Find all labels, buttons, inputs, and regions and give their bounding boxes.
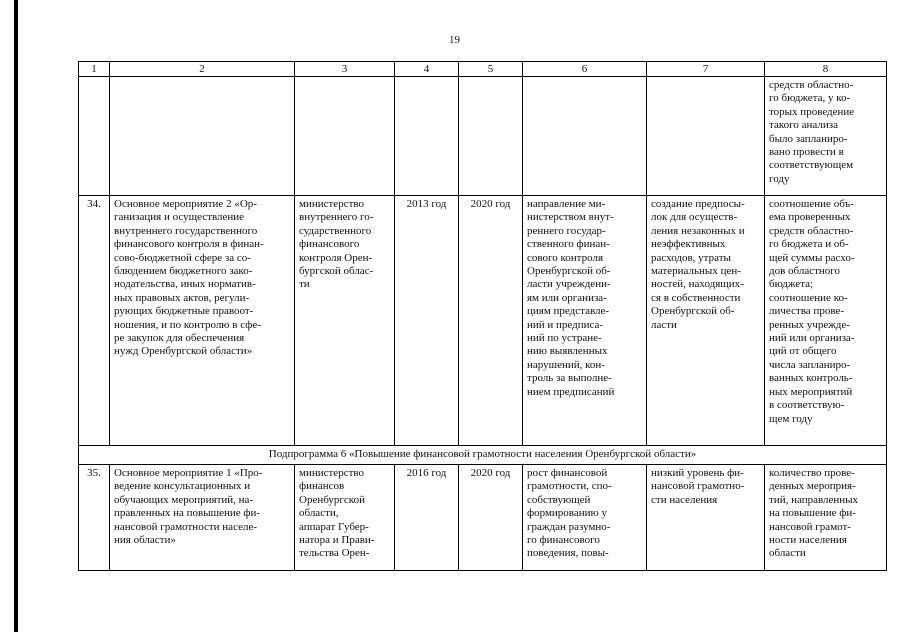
responsible-executor: министерство внутреннего го- сударственного финансового контроля Орен- бургской облас- ти [295, 196, 395, 446]
column-header-2: 2 [110, 62, 295, 77]
column-header-1: 1 [79, 62, 110, 77]
column-number-row [79, 62, 887, 77]
column-header-3: 3 [295, 62, 395, 77]
end-year: 2020 год [459, 465, 523, 571]
non-implementation-consequences: низкий уровень фи- нансовой грамотно- сти населения [647, 465, 765, 571]
continuation-indicator-text: средств областно- го бюджета, у ко- торых проведение такого анализа было запланиро- вано провести в соответствующем году [765, 77, 887, 196]
measure-name: Основное мероприятие 2 «Ор- ганизация и осуществление внутреннего государственного финансового контроля в финан- сово-бюджетной сфере за со- блюдением бюджетного зако- нодательства, иных норматив- ных правовых актов, регули- рующих бюджетные правоот- ношения, и по контролю в сфе- ре закупок для обеспечения нужд Оренбургской области» [110, 196, 295, 446]
table-row-34 [79, 196, 887, 446]
start-year: 2016 год [395, 465, 459, 571]
indicator-link: количество прове- денных мероприя- тий, направленных на повышение фи- нансовой грамот- ности населения области [765, 465, 887, 571]
expected-result: рост финансовой грамотности, спо- собствующей формированию у граждан разумно- го финансового поведения, повы- [523, 465, 647, 571]
column-header-5: 5 [459, 62, 523, 77]
binding-margin-bar [14, 0, 18, 632]
expected-result: направление ми- нистерством внут- реннего государ- ственного финан- сового контроля Оренбургской об- ласти учреждени- ям или организа- циям представле- ний и предписа- ний по устране- нию выявленных нарушений, кон- троль за выполне- нием предписаний [523, 196, 647, 446]
page-number: 19 [449, 34, 460, 46]
non-implementation-consequences: создание предпосы- лок для осуществ- ления незаконных и неэффективных расходов, утраты материальных цен- ностей, находящих- ся в собственности Оренбургской об- ласти [647, 196, 765, 446]
program-measures-table [78, 61, 887, 571]
measure-name: Основное мероприятие 1 «Про- ведение консультационных и обучающих мероприятий, на- правленных на повышение фи- нансовой грамотности населе- ния области» [110, 465, 295, 571]
column-header-4: 4 [395, 62, 459, 77]
row-number: 34. [79, 196, 110, 446]
column-header-7: 7 [647, 62, 765, 77]
column-header-8: 8 [765, 62, 887, 77]
subprogram-title: Подпрограмма 6 «Повышение финансовой грамотности населения Оренбургской области» [79, 446, 887, 465]
subprogram-header-row [79, 446, 887, 465]
start-year: 2013 год [395, 196, 459, 446]
responsible-executor: министерство финансов Оренбургской области, аппарат Губер- натора и Прави- тельства Орен- [295, 465, 395, 571]
row-number: 35. [79, 465, 110, 571]
column-header-6: 6 [523, 62, 647, 77]
indicator-link: соотношение объ- ема проверенных средств областно- го бюджета и об- щей суммы расхо- дов областного бюджета; соотношение ко- личества прове- ренных учрежде- ний или организа- ций от общего числа запланиро- ванных контроль- ных мероприятий в соответствую- щем году [765, 196, 887, 446]
end-year: 2020 год [459, 196, 523, 446]
table-row-35 [79, 465, 887, 571]
table-row-continuation [79, 77, 887, 196]
